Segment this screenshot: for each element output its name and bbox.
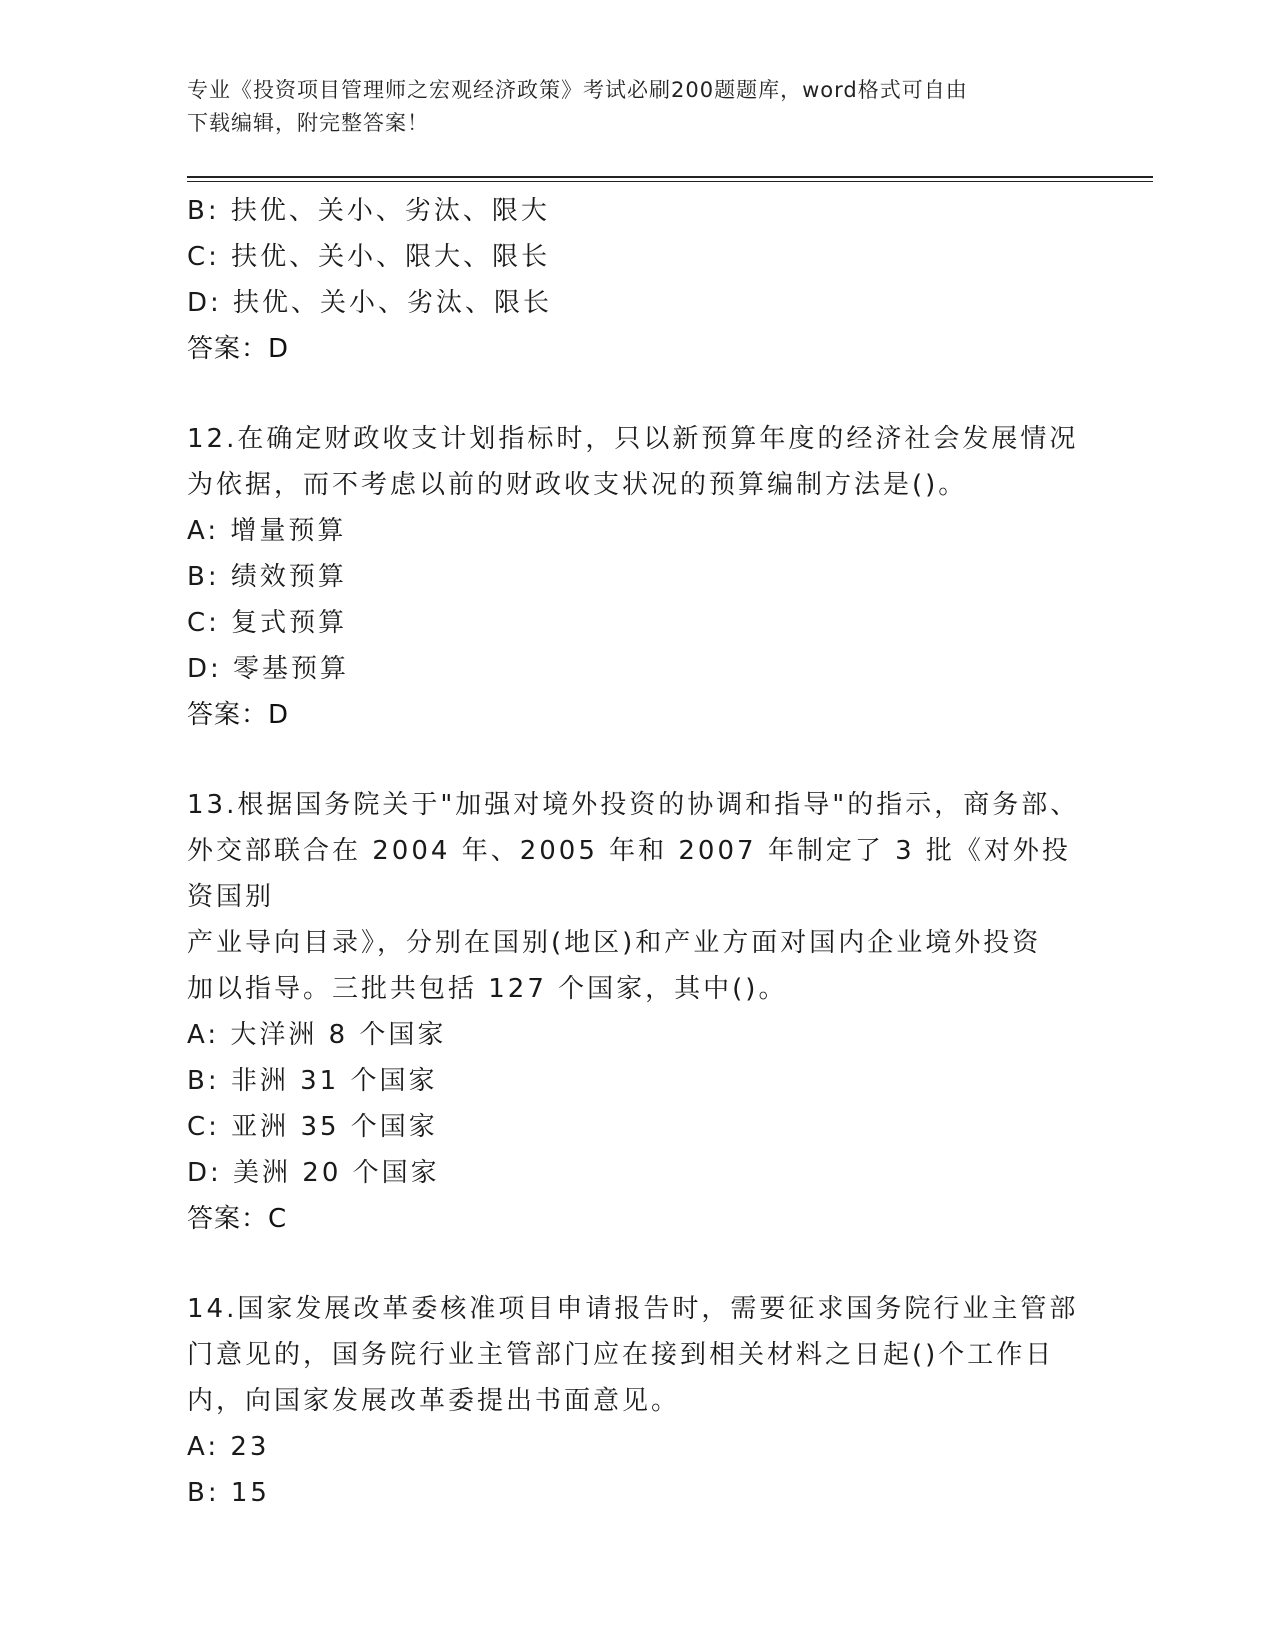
question-stem (187, 416, 1087, 508)
header-rule-thick (187, 176, 1153, 178)
option-b: B: 非洲 31 个国家 (187, 1066, 438, 1096)
option-d: D: 扶优、关小、劣汰、限长 (187, 288, 553, 318)
stem-line: 加以指导。三批共包括 127 个国家，其中()。 (187, 974, 788, 1004)
header-line-2: 下载编辑，附完整答案！ (187, 111, 429, 135)
stem-line: 13.根据国务院关于"加强对境外投资的协调和指导"的指示，商务部、 (187, 790, 1080, 820)
option-b: B: 扶优、关小、劣汰、限大 (187, 196, 550, 226)
question-12 (187, 416, 1087, 738)
option-a: A: 增量预算 (187, 516, 347, 546)
option-b: B: 15 (187, 1478, 270, 1508)
question-stem (187, 782, 1087, 1012)
question-list (187, 188, 1087, 1516)
option-c: C: 亚洲 35 个国家 (187, 1112, 438, 1142)
answer: 答案：D (187, 700, 290, 730)
option-a: A: 23 (187, 1432, 270, 1462)
document-header (187, 74, 1087, 140)
option-b: B: 绩效预算 (187, 562, 347, 592)
spacer (187, 738, 1087, 782)
option-c: C: 复式预算 (187, 608, 348, 638)
answer: 答案：C (187, 1204, 288, 1234)
stem-line: 为依据，而不考虑以前的财政收支状况的预算编制方法是()。 (187, 470, 968, 500)
option-d: D: 零基预算 (187, 654, 350, 684)
question-11-tail (187, 188, 1087, 372)
question-14 (187, 1286, 1087, 1516)
question-stem (187, 1286, 1087, 1424)
option-c: C: 扶优、关小、限大、限长 (187, 242, 551, 272)
stem-line: 产业导向目录》，分别在国别(地区)和产业方面对国内企业境外投资 (187, 928, 1042, 958)
spacer (187, 372, 1087, 416)
stem-line: 12.在确定财政收支计划指标时，只以新预算年度的经济社会发展情况 (187, 424, 1079, 454)
header-rule-thin (187, 181, 1153, 182)
stem-line: 内，向国家发展改革委提出书面意见。 (187, 1386, 681, 1416)
question-13 (187, 782, 1087, 1242)
stem-line: 门意见的，国务院行业主管部门应在接到相关材料之日起()个工作日 (187, 1340, 1055, 1370)
answer: 答案：D (187, 334, 290, 364)
spacer (187, 1242, 1087, 1286)
stem-line: 14.国家发展改革委核准项目申请报告时，需要征求国务院行业主管部 (187, 1294, 1079, 1324)
stem-line: 外交部联合在 2004 年、2005 年和 2007 年制定了 3 批《对外投资国别 (187, 836, 1071, 912)
option-a: A: 大洋洲 8 个国家 (187, 1020, 447, 1050)
option-d: D: 美洲 20 个国家 (187, 1158, 440, 1188)
header-line-1: 专业《投资项目管理师之宏观经济政策》考试必刷200题题库，word格式可自由 (187, 78, 968, 102)
